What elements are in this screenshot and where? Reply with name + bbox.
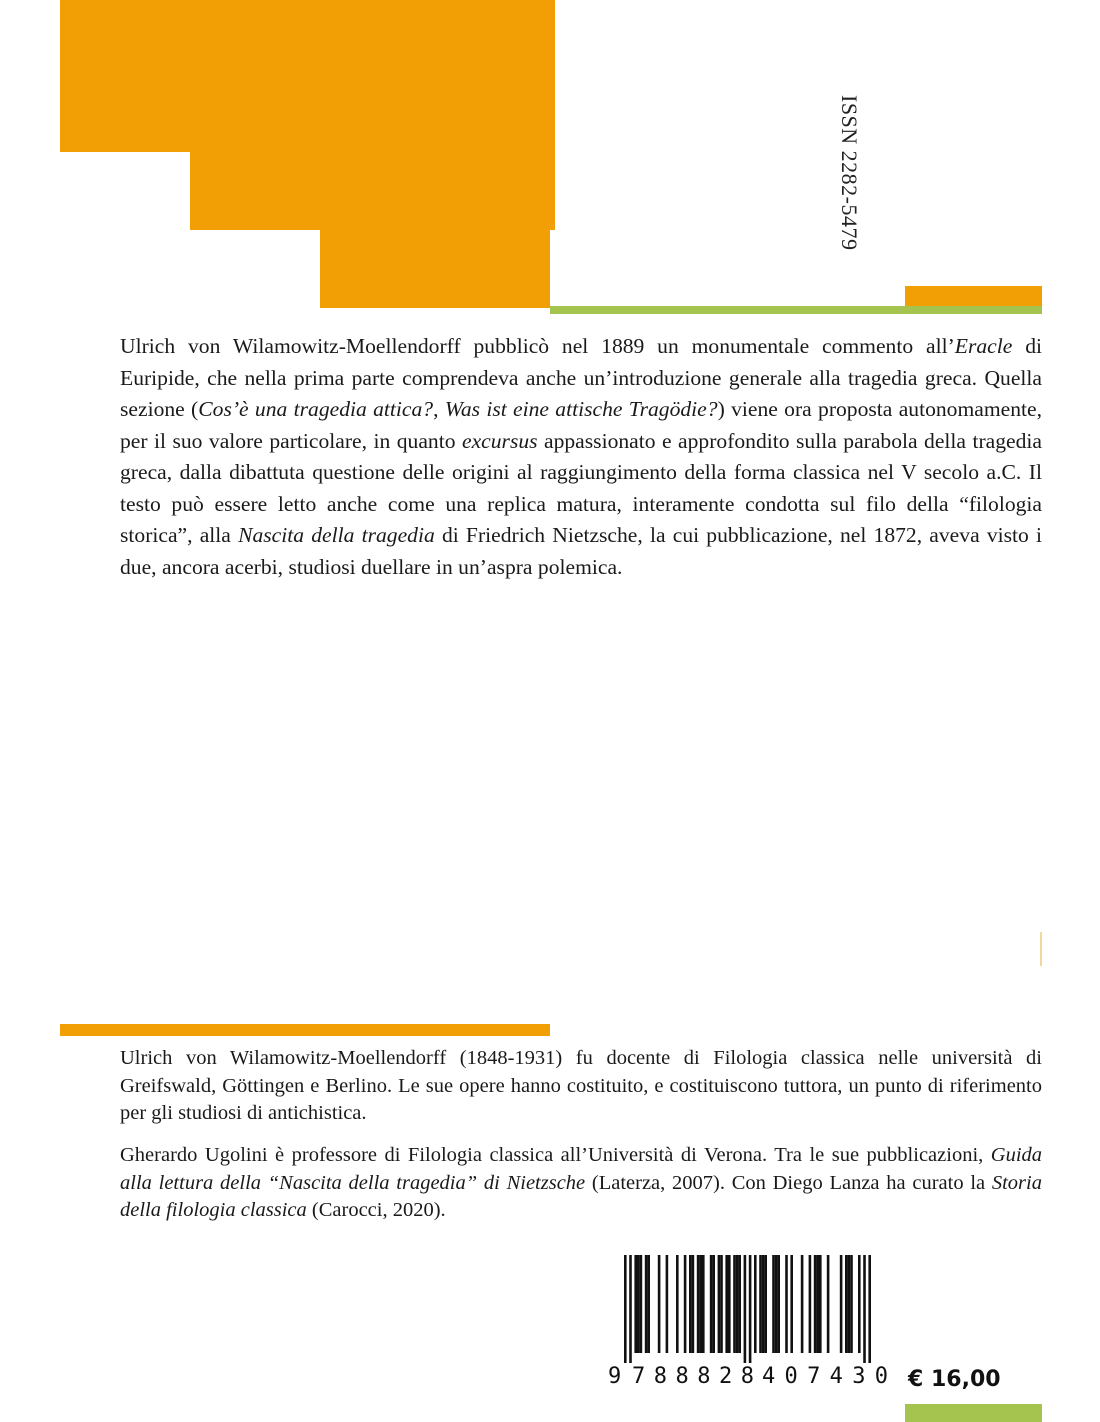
title-nascita: Nascita della tragedia	[238, 523, 435, 547]
barcode-bar	[720, 1255, 723, 1353]
barcode-bar	[676, 1255, 679, 1353]
barcode-bar	[647, 1255, 650, 1353]
description-text: Ulrich von Wilamowitz-Moellendorff pubblicò nel 1889 un monumentale commento all’Eracle di Euripide, che nella prima parte comprendeva anche un’introduzione generale alla tragedia greca. Quella sezione (Cos’è una tragedia attica?, Was ist eine attische Tragödie?) viene ora proposta autonomamente, per il suo valore particolare, in quanto excursus appassionato e approfondito sulla parabola della tragedia greca, dalla dibattuta questione delle origini al raggiungimento della forma classica nel V secolo a.C. Il testo può essere letto anche come una replica matura, interamente condotta sul filo della “filologia storica”, alla Nascita della tragedia di Friedrich Nietzsche, la cui pubblicazione, nel 1872, aveva visto i due, ancora acerbi, studiosi duellare in un’aspra polemica.	[120, 334, 1043, 579]
barcode-bar	[697, 1255, 700, 1353]
barcode-bar	[814, 1255, 817, 1353]
barcode-bar	[640, 1255, 643, 1353]
barcode-bar	[790, 1255, 793, 1353]
barcode-bar	[848, 1255, 851, 1353]
author-bio: Ulrich von Wilamowitz-Moellendorff (1848-1931) fu docente di Filologia classica nelle università di Greifswald, Göttingen e Berlino. Le sue opere hanno costituito, e costituiscono tuttora, un punto di riferimento per gli studiosi di antichistica.	[120, 1047, 1042, 1124]
barcode-bar	[762, 1255, 765, 1353]
title-guida: Guida alla lettura della “Nascita della tragedia” di Nietzsche	[120, 1144, 1043, 1194]
barcode-digit-first: 9	[608, 1364, 622, 1387]
barcode-bar	[840, 1255, 843, 1353]
barcode-bar	[689, 1255, 692, 1353]
barcode-bar	[718, 1255, 721, 1353]
barcode-bar	[725, 1255, 728, 1353]
barcode-bar	[736, 1255, 739, 1353]
excursus-word: excursus	[461, 428, 538, 453]
green-rule-bottom	[905, 1404, 1042, 1422]
barcode-bar	[850, 1255, 853, 1353]
title-eracle: Eracle	[954, 334, 1013, 358]
barcode-bar	[634, 1255, 637, 1353]
barcode-bar	[775, 1255, 778, 1353]
barcode-bar	[777, 1255, 780, 1353]
price-label: € 16,00	[908, 1367, 1001, 1392]
barcode-bar	[712, 1255, 715, 1353]
barcode-bar	[666, 1255, 669, 1353]
barcode-bar	[759, 1255, 762, 1353]
orange-block-right	[905, 286, 1042, 306]
editor-name: Gherardo Ugolini	[120, 1144, 268, 1166]
barcode-bar	[699, 1255, 702, 1353]
barcode-bar	[845, 1255, 848, 1353]
barcode-bar	[710, 1255, 713, 1353]
barcode-bar	[819, 1255, 822, 1353]
barcode-bar	[863, 1255, 866, 1363]
barcode-bar	[754, 1255, 757, 1353]
barcode-bar	[629, 1255, 632, 1363]
title-italian: Cos’è una tragedia attica?	[198, 397, 434, 421]
barcode-bar	[809, 1255, 812, 1353]
barcode-bar	[733, 1255, 736, 1353]
title-german: Was ist eine attische Tragödie?	[444, 397, 718, 421]
barcode-bar	[658, 1255, 661, 1353]
barcode-bar	[772, 1255, 775, 1353]
orange-block-middle	[190, 152, 555, 230]
author-name: Ulrich von Wilamowitz-Moellendorff	[120, 1047, 447, 1069]
barcode-bar	[637, 1255, 640, 1353]
barcode-bar	[728, 1255, 731, 1353]
barcode-bar	[738, 1255, 741, 1353]
barcode-bar	[858, 1255, 861, 1353]
barcode-digits-left: 788828	[632, 1364, 754, 1387]
barcode-bar	[827, 1255, 830, 1353]
edge-mark	[1040, 932, 1042, 966]
editor-bio: Gherardo Ugolini è professore di Filologia classica all’Università di Verona. Tra le sue pubblicazioni, Guida alla lettura della “Nascita della tragedia” di Nietzsche (Laterza, 2007). Con Diego Lanza ha curato la Storia della filologia classica (Carocci, 2020).	[120, 1144, 1043, 1221]
orange-rule-bio	[60, 1024, 550, 1036]
barcode-bar	[764, 1255, 767, 1353]
barcode-bar	[624, 1255, 627, 1363]
barcode-bar	[684, 1255, 687, 1353]
barcode-bar	[749, 1255, 752, 1363]
barcode-bar	[702, 1255, 705, 1353]
barcode-bar	[785, 1255, 788, 1353]
orange-block-lower	[320, 230, 550, 308]
isbn-barcode	[600, 1253, 902, 1387]
barcode-bar	[868, 1255, 871, 1363]
orange-block-left	[60, 0, 555, 152]
barcode-bar	[744, 1255, 747, 1363]
barcode-bar	[692, 1255, 695, 1353]
green-rule-top	[550, 306, 1042, 314]
barcode-bar	[645, 1255, 648, 1353]
barcode-bar	[816, 1255, 819, 1353]
title-storia: Storia della filologia classica	[120, 1171, 1042, 1221]
barcode-digits-right: 407430	[762, 1364, 888, 1387]
issn-label: ISSN 2282-5479	[837, 95, 862, 251]
barcode-bar	[801, 1255, 804, 1353]
